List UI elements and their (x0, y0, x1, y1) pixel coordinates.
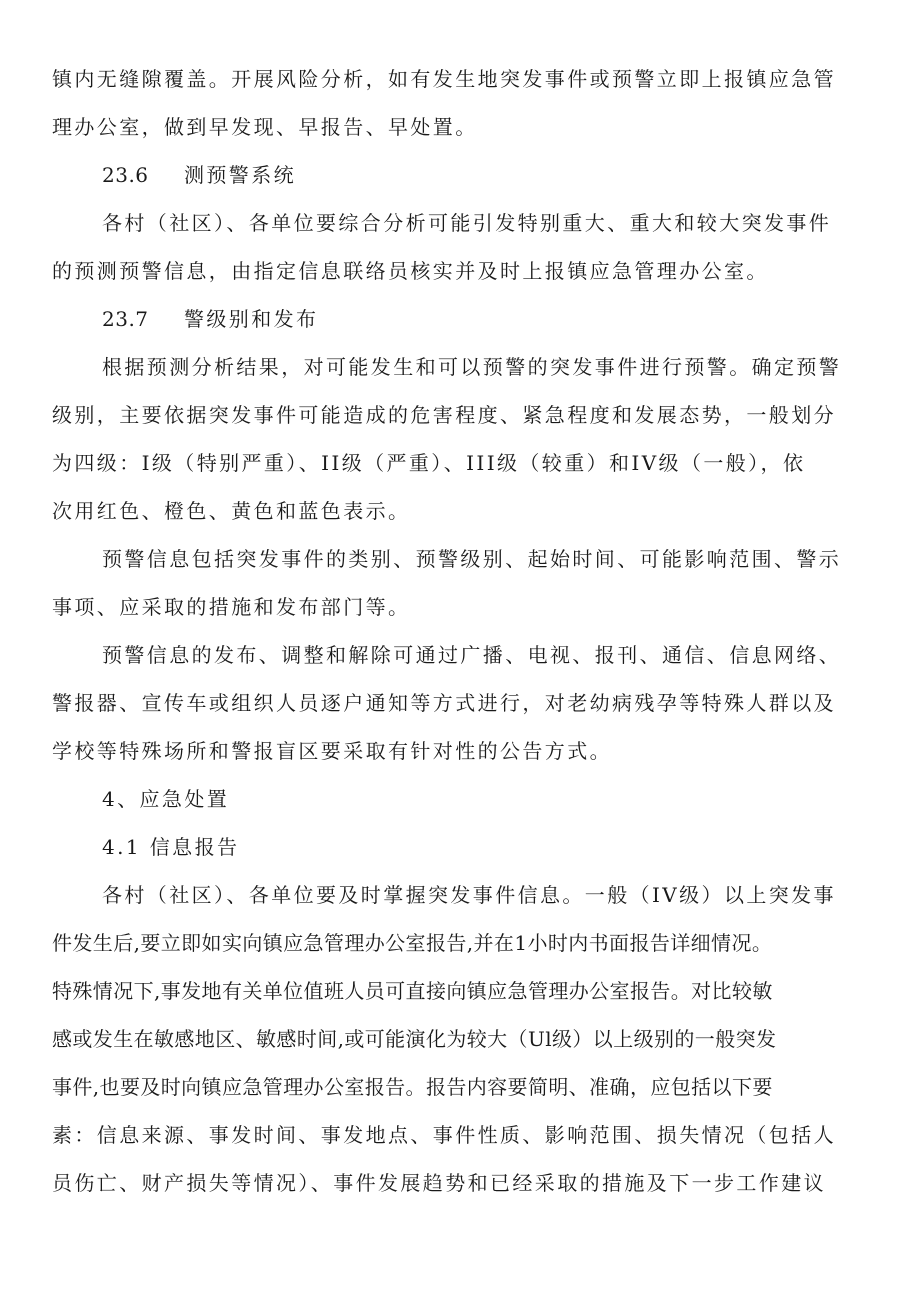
paragraph-line: 素：信息来源、事发时间、事发地点、事件性质、影响范围、损失情况（包括人 (52, 1123, 836, 1147)
paragraph-line: 根据预测分析结果，对可能发生和可以预警的突发事件进行预警。确定预警 (102, 355, 842, 379)
paragraph-line: 为四级：I级（特别严重）、II级（严重）、III级（较重）和IV级（一般），依 (52, 451, 806, 475)
paragraph-line: 事件,也要及时向镇应急管理办公室报告。报告内容要简明、准确，应包括以下要 (52, 1075, 773, 1099)
paragraph-line: 特殊情况下,事发地有关单位值班人员可直接向镇应急管理办公室报告。对比较敏 (52, 979, 773, 1003)
paragraph-line: 感或发生在敏感地区、敏感时间,或可能演化为较大（Ul级）以上级别的一般突发 (52, 1027, 777, 1051)
section-heading-4-1: 4.1 信息报告 (102, 835, 240, 859)
paragraph-line: 级别，主要依据突发事件可能造成的危害程度、紧急程度和发展态势，一般划分 (52, 403, 836, 427)
paragraph-line: 学校等特殊场所和警报盲区要采取有针对性的公告方式。 (52, 739, 612, 763)
paragraph-line: 的预测预警信息，由指定信息联络员核实并及时上报镇应急管理办公室。 (52, 259, 769, 283)
paragraph-line: 员伤亡、财产损失等情况）、事件发展趋势和已经采取的措施及下一步工作建议 (52, 1171, 826, 1195)
paragraph-line: 事项、应采取的措施和发布部门等。 (52, 595, 411, 619)
paragraph-line: 各村（社区）、各单位要及时掌握突发事件信息。一般（IV级）以上突发事 (102, 883, 836, 907)
paragraph-line: 警报器、宣传车或组织人员逐户通知等方式进行，对老幼病残孕等特殊人群以及 (52, 691, 836, 715)
section-title: 测预警系统 (184, 163, 296, 187)
paragraph-line: 各村（社区）、各单位要综合分析可能引发特别重大、重大和较大突发事件 (102, 211, 832, 235)
paragraph-line: 件发生后,要立即如实向镇应急管理办公室报告,并在1小时内书面报告详细情况。 (52, 931, 773, 955)
paragraph-line: 理办公室，做到早发现、早报告、早处置。 (52, 115, 478, 139)
paragraph-line: 预警信息包括突发事件的类别、预警级别、起始时间、可能影响范围、警示 (102, 547, 842, 571)
paragraph-line: 预警信息的发布、调整和解除可通过广播、电视、报刊、通信、信息网络、 (102, 643, 842, 667)
section-heading-23-7 (52, 295, 872, 343)
section-heading-4: 4、应急处置 (102, 787, 230, 811)
section-number: 23.6 (102, 163, 149, 187)
section-heading-23-6 (52, 151, 872, 199)
paragraph-line: 镇内无缝隙覆盖。开展风险分析，如有发生地突发事件或预警立即上报镇应急管 (52, 67, 836, 91)
section-title: 警级别和发布 (184, 307, 319, 331)
section-number: 23.7 (102, 307, 149, 331)
paragraph-line: 次用红色、橙色、黄色和蓝色表示。 (52, 499, 411, 523)
